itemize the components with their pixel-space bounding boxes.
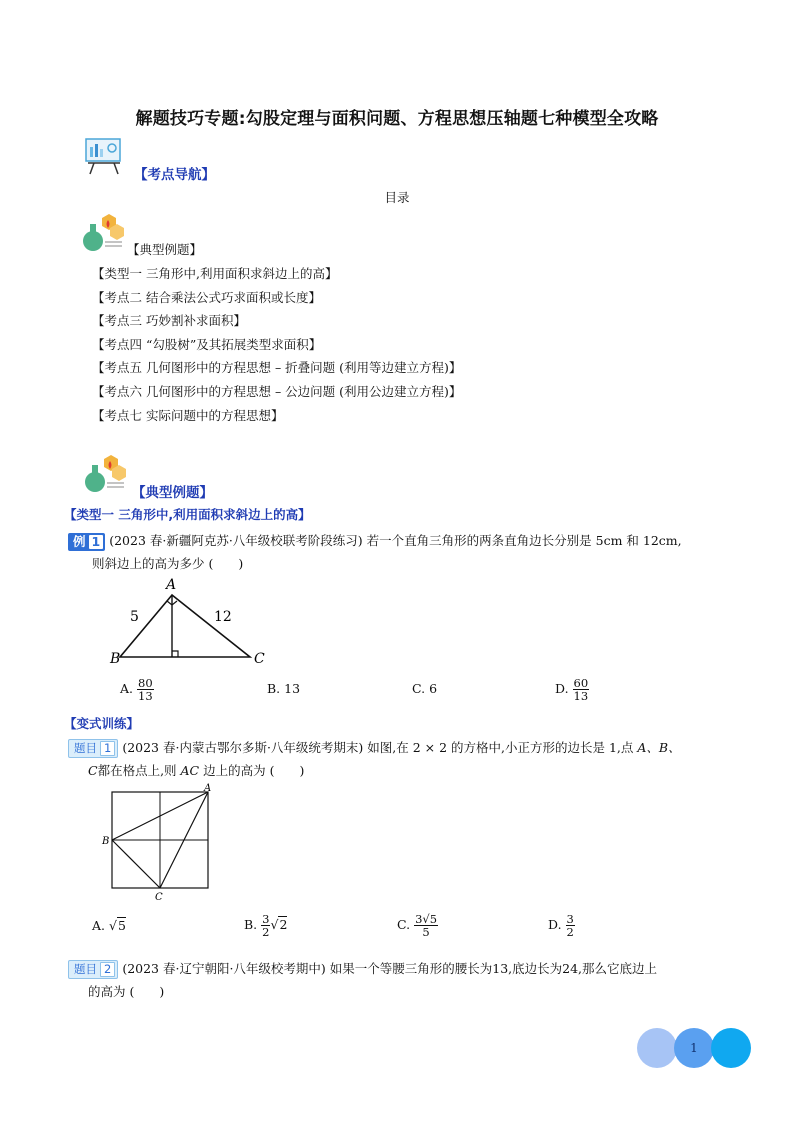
flask-icon [82, 214, 126, 254]
example-badge: 例 1 [68, 533, 105, 551]
page-title: 解题技巧专题:勾股定理与面积问题、方程思想压轴题七种模型全攻略 [135, 109, 659, 129]
grid-label-a: A [204, 783, 212, 794]
choice-b[interactable]: B. $\frac{3}{2}$ √2 [244, 912, 288, 939]
example-1-line1: 例 1 (2023 春·新疆阿克苏·八年级校联考阶段练习) 若一个直角三角形的两条直角边长分别是 5cm 和 12cm, [68, 530, 682, 552]
toc-item[interactable]: 【考点五 几何图形中的方程思想 – 折叠问题 (利用等边建立方程)】 [92, 360, 462, 375]
question-badge: 题目 2 [68, 960, 118, 979]
side-label-ab: 5 [130, 609, 139, 625]
toc-item[interactable]: 【考点二 结合乘法公式巧求面积或长度】 [92, 290, 321, 305]
question-badge: 题目 1 [68, 739, 118, 758]
toc-item[interactable]: 【考点七 实际问题中的方程思想】 [92, 408, 284, 423]
choice-a[interactable]: A. $\frac{80}{13}$ [120, 676, 153, 703]
vertex-label-c: C [254, 651, 265, 667]
choice-b[interactable]: B. 13 [267, 681, 301, 696]
page-dot-left [637, 1028, 677, 1068]
question-2-line1: 题目 2 (2023 春·辽宁朝阳·八年级校考期中) 如果一个等腰三角形的腰长为13,底边长为24,那么它底边上 [68, 958, 657, 980]
toc-heading: 【典型例题】 [127, 242, 203, 257]
choice-d[interactable]: D. $\frac{3}{2}$ [548, 912, 574, 939]
choice-c[interactable]: C. 6 [412, 681, 438, 696]
grid-label-b: B [102, 836, 110, 847]
side-label-ac: 12 [214, 609, 232, 625]
toc-item[interactable]: 【考点三 巧妙割补求面积】 [92, 313, 246, 328]
section-heading: 【典型例题】 [132, 485, 213, 501]
choice-c[interactable]: C. $\frac{3√5}{5}$ [397, 912, 438, 939]
page-number: 1 [674, 1028, 714, 1068]
question-1-line2: C都在格点上,则 AC 边上的高为 ( ) [88, 763, 305, 778]
grid-figure [100, 782, 220, 906]
nav-heading: 【考点导航】 [134, 167, 215, 183]
whiteboard-icon [84, 136, 124, 176]
vertex-label-b: B [110, 651, 121, 667]
right-triangle-figure [108, 576, 278, 668]
question-2-line2: 的高为 ( ) [88, 984, 165, 999]
variant-heading: 【变式训练】 [64, 716, 140, 731]
toc-item[interactable]: 【考点四 “勾股树”及其拓展类型求面积】 [92, 337, 322, 352]
flask-icon [84, 455, 128, 495]
grid-label-c: C [155, 892, 163, 903]
page-dot-right [711, 1028, 751, 1068]
example-1-line2: 则斜边上的高为多少 ( ) [92, 556, 244, 571]
toc-title: 目录 [384, 190, 410, 205]
choice-a[interactable]: A. √5 [92, 918, 126, 933]
question-1-line1: 题目 1 (2023 春·内蒙古鄂尔多斯·八年级统考期末) 如图,在 2 × 2 的方格中,小正方形的边长是 1,点 A、B、 [68, 737, 681, 759]
toc-item[interactable]: 【考点六 几何图形中的方程思想 – 公边问题 (利用公边建立方程)】 [92, 384, 462, 399]
type1-heading: 【类型一 三角形中,利用面积求斜边上的高】 [64, 507, 311, 522]
choice-d[interactable]: D. $\frac{60}{13}$ [555, 676, 589, 703]
vertex-label-a: A [166, 577, 177, 593]
toc-item[interactable]: 【类型一 三角形中,利用面积求斜边上的高】 [92, 266, 338, 281]
